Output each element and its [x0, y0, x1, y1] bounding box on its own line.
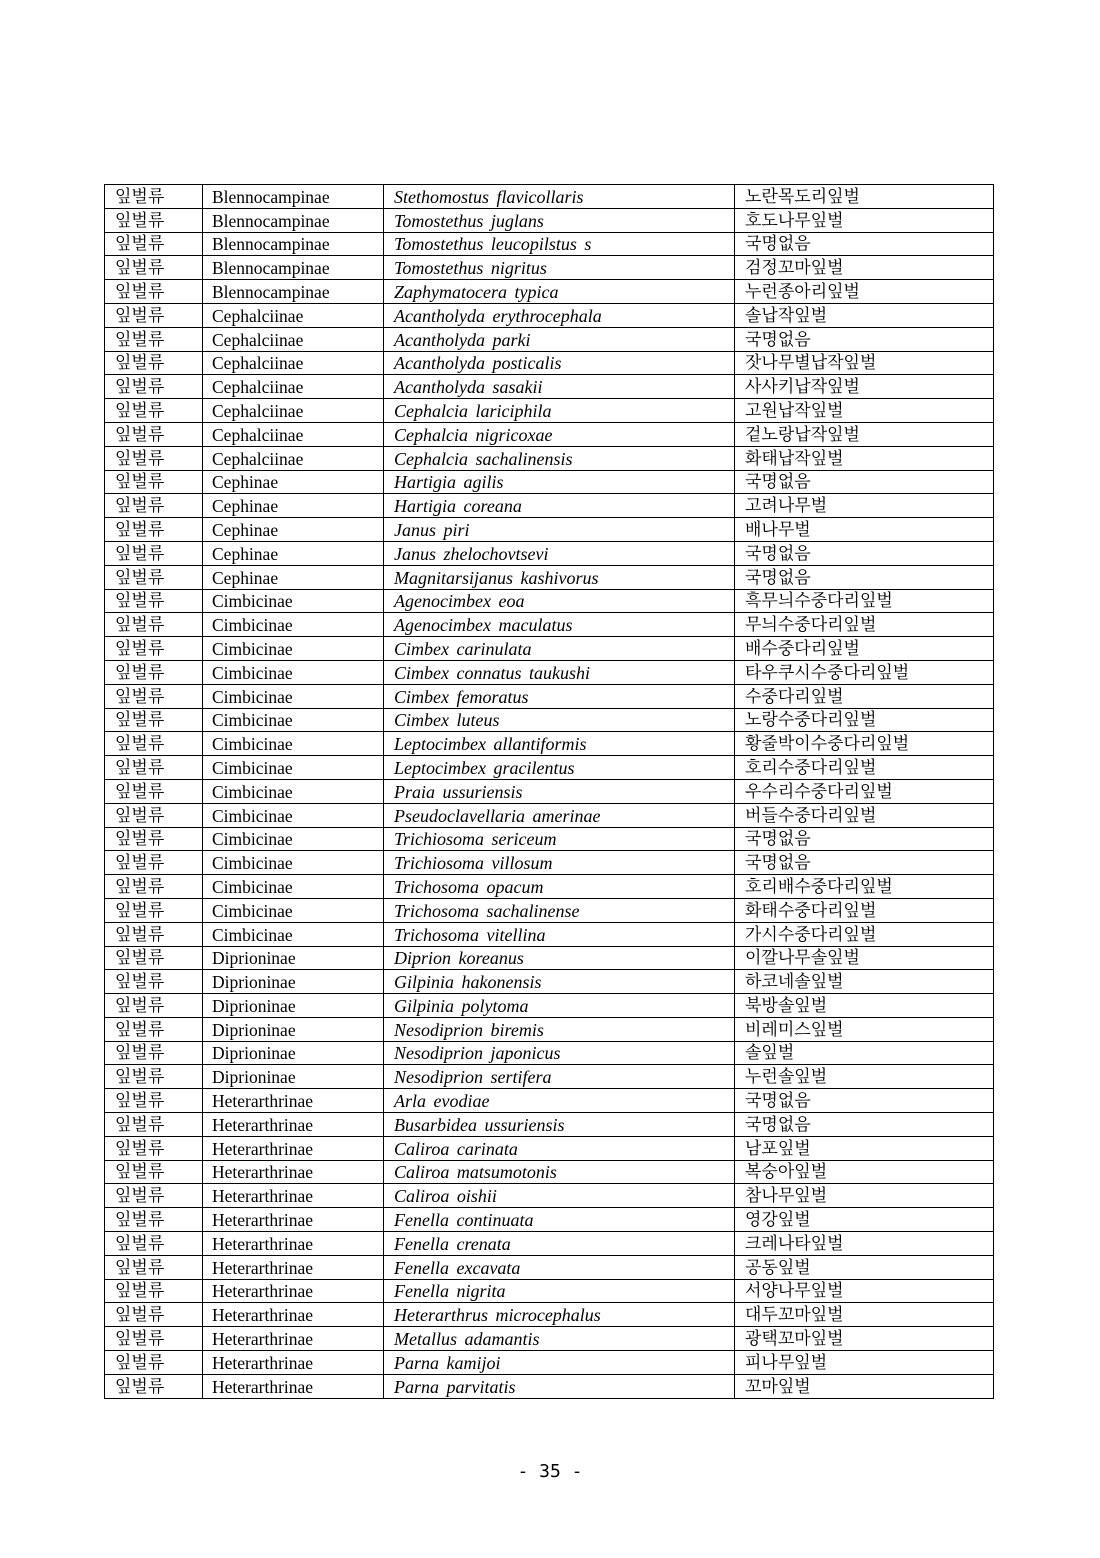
group-cell: 잎벌류	[105, 1327, 203, 1351]
table-row	[105, 303, 994, 327]
group-cell: 잎벌류	[105, 994, 203, 1018]
scientific-name-cell: Cimbex femoratus	[384, 684, 735, 708]
korean-name-cell: 공동잎벌	[735, 1255, 994, 1279]
group-cell: 잎벌류	[105, 280, 203, 304]
korean-name-cell: 대두꼬마잎벌	[735, 1303, 994, 1327]
group-cell: 잎벌류	[105, 613, 203, 637]
korean-name-cell: 누런솔잎벌	[735, 1065, 994, 1089]
subfamily-cell: Heterarthrinae	[203, 1184, 384, 1208]
subfamily-cell: Heterarthrinae	[203, 1232, 384, 1256]
scientific-name-cell: Trichiosoma sericeum	[384, 827, 735, 851]
table-row	[105, 779, 994, 803]
table-row	[105, 327, 994, 351]
scientific-name-cell: Cimbex carinulata	[384, 637, 735, 661]
group-cell: 잎벌류	[105, 1184, 203, 1208]
korean-name-cell: 화태수중다리잎벌	[735, 898, 994, 922]
group-cell: 잎벌류	[105, 541, 203, 565]
scientific-name-cell: Gilpinia polytoma	[384, 994, 735, 1018]
scientific-name-cell: Trichosoma vitellina	[384, 922, 735, 946]
table-row	[105, 756, 994, 780]
table-row	[105, 970, 994, 994]
species-table	[104, 184, 994, 1399]
korean-name-cell: 가시수중다리잎벌	[735, 922, 994, 946]
subfamily-cell: Cimbicinae	[203, 851, 384, 875]
subfamily-cell: Cephinae	[203, 494, 384, 518]
table-row	[105, 1089, 994, 1113]
subfamily-cell: Diprioninae	[203, 970, 384, 994]
korean-name-cell: 국명없음	[735, 232, 994, 256]
subfamily-cell: Blennocampinae	[203, 232, 384, 256]
table-row	[105, 1065, 994, 1089]
korean-name-cell: 겉노랑납작잎벌	[735, 422, 994, 446]
table-row	[105, 422, 994, 446]
korean-name-cell: 황줄박이수중다리잎벌	[735, 732, 994, 756]
group-cell: 잎벌류	[105, 303, 203, 327]
table-row	[105, 280, 994, 304]
korean-name-cell: 국명없음	[735, 827, 994, 851]
korean-name-cell: 검정꼬마잎벌	[735, 256, 994, 280]
korean-name-cell: 호리수중다리잎벌	[735, 756, 994, 780]
group-cell: 잎벌류	[105, 327, 203, 351]
scientific-name-cell: Metallus adamantis	[384, 1327, 735, 1351]
subfamily-cell: Cephalciinae	[203, 327, 384, 351]
table-row	[105, 1232, 994, 1256]
group-cell: 잎벌류	[105, 1160, 203, 1184]
table-row	[105, 1184, 994, 1208]
scientific-name-cell: Gilpinia hakonensis	[384, 970, 735, 994]
group-cell: 잎벌류	[105, 1089, 203, 1113]
table-row	[105, 1327, 994, 1351]
table-row	[105, 708, 994, 732]
scientific-name-cell: Cimbex connatus taukushi	[384, 660, 735, 684]
subfamily-cell: Cimbicinae	[203, 613, 384, 637]
korean-name-cell: 흑무늬수중다리잎벌	[735, 589, 994, 613]
subfamily-cell: Blennocampinae	[203, 256, 384, 280]
table-row	[105, 1113, 994, 1137]
scientific-name-cell: Zaphymatocera typica	[384, 280, 735, 304]
scientific-name-cell: Fenella crenata	[384, 1232, 735, 1256]
table-row	[105, 1136, 994, 1160]
group-cell: 잎벌류	[105, 351, 203, 375]
subfamily-cell: Cimbicinae	[203, 779, 384, 803]
korean-name-cell: 호도나무잎벌	[735, 208, 994, 232]
table-row	[105, 827, 994, 851]
scientific-name-cell: Cephalcia nigricoxae	[384, 422, 735, 446]
korean-name-cell: 광택꼬마잎벌	[735, 1327, 994, 1351]
table-row	[105, 684, 994, 708]
group-cell: 잎벌류	[105, 1279, 203, 1303]
group-cell: 잎벌류	[105, 1136, 203, 1160]
subfamily-cell: Cephalciinae	[203, 375, 384, 399]
subfamily-cell: Heterarthrinae	[203, 1089, 384, 1113]
scientific-name-cell: Parna kamijoi	[384, 1351, 735, 1375]
group-cell: 잎벌류	[105, 660, 203, 684]
scientific-name-cell: Stethomostus flavicollaris	[384, 185, 735, 209]
table-row	[105, 1303, 994, 1327]
subfamily-cell: Heterarthrinae	[203, 1208, 384, 1232]
subfamily-cell: Heterarthrinae	[203, 1351, 384, 1375]
table-row	[105, 589, 994, 613]
scientific-name-cell: Agenocimbex eoa	[384, 589, 735, 613]
korean-name-cell: 노랑수중다리잎벌	[735, 708, 994, 732]
group-cell: 잎벌류	[105, 732, 203, 756]
korean-name-cell: 국명없음	[735, 470, 994, 494]
korean-name-cell: 국명없음	[735, 1089, 994, 1113]
scientific-name-cell: Acantholyda posticalis	[384, 351, 735, 375]
group-cell: 잎벌류	[105, 827, 203, 851]
korean-name-cell: 꼬마잎벌	[735, 1374, 994, 1398]
subfamily-cell: Cephalciinae	[203, 399, 384, 423]
scientific-name-cell: Busarbidea ussuriensis	[384, 1113, 735, 1137]
subfamily-cell: Cephalciinae	[203, 446, 384, 470]
scientific-name-cell: Nesodiprion japonicus	[384, 1041, 735, 1065]
korean-name-cell: 잣나무별납작잎벌	[735, 351, 994, 375]
scientific-name-cell: Caliroa carinata	[384, 1136, 735, 1160]
subfamily-cell: Cimbicinae	[203, 660, 384, 684]
scientific-name-cell: Janus zhelochovtsevi	[384, 541, 735, 565]
scientific-name-cell: Cephalcia lariciphila	[384, 399, 735, 423]
group-cell: 잎벌류	[105, 208, 203, 232]
group-cell: 잎벌류	[105, 1303, 203, 1327]
subfamily-cell: Heterarthrinae	[203, 1374, 384, 1398]
scientific-name-cell: Magnitarsijanus kashivorus	[384, 565, 735, 589]
scientific-name-cell: Leptocimbex allantiformis	[384, 732, 735, 756]
korean-name-cell: 무늬수중다리잎벌	[735, 613, 994, 637]
scientific-name-cell: Heterarthrus microcephalus	[384, 1303, 735, 1327]
scientific-name-cell: Nesodiprion biremis	[384, 1017, 735, 1041]
scientific-name-cell: Hartigia coreana	[384, 494, 735, 518]
group-cell: 잎벌류	[105, 1232, 203, 1256]
korean-name-cell: 크레나타잎벌	[735, 1232, 994, 1256]
table-row	[105, 1374, 994, 1398]
subfamily-cell: Heterarthrinae	[203, 1255, 384, 1279]
subfamily-cell: Cephinae	[203, 518, 384, 542]
group-cell: 잎벌류	[105, 922, 203, 946]
subfamily-cell: Cimbicinae	[203, 803, 384, 827]
subfamily-cell: Diprioninae	[203, 1017, 384, 1041]
table-row	[105, 351, 994, 375]
scientific-name-cell: Caliroa oishii	[384, 1184, 735, 1208]
korean-name-cell: 우수리수중다리잎벌	[735, 779, 994, 803]
group-cell: 잎벌류	[105, 399, 203, 423]
group-cell: 잎벌류	[105, 875, 203, 899]
subfamily-cell: Diprioninae	[203, 994, 384, 1018]
table-row	[105, 1160, 994, 1184]
table-row	[105, 446, 994, 470]
subfamily-cell: Diprioninae	[203, 1041, 384, 1065]
subfamily-cell: Cephinae	[203, 541, 384, 565]
korean-name-cell: 노란목도리잎벌	[735, 185, 994, 209]
group-cell: 잎벌류	[105, 637, 203, 661]
table-row	[105, 613, 994, 637]
korean-name-cell: 배수중다리잎벌	[735, 637, 994, 661]
korean-name-cell: 수중다리잎벌	[735, 684, 994, 708]
table-row	[105, 470, 994, 494]
korean-name-cell: 고려나무벌	[735, 494, 994, 518]
scientific-name-cell: Acantholyda parki	[384, 327, 735, 351]
scientific-name-cell: Tomostethus nigritus	[384, 256, 735, 280]
scientific-name-cell: Fenella continuata	[384, 1208, 735, 1232]
subfamily-cell: Cephalciinae	[203, 303, 384, 327]
subfamily-cell: Heterarthrinae	[203, 1136, 384, 1160]
table-row	[105, 851, 994, 875]
group-cell: 잎벌류	[105, 565, 203, 589]
korean-name-cell: 피나무잎벌	[735, 1351, 994, 1375]
scientific-name-cell: Diprion koreanus	[384, 946, 735, 970]
scientific-name-cell: Pseudoclavellaria amerinae	[384, 803, 735, 827]
subfamily-cell: Heterarthrinae	[203, 1279, 384, 1303]
subfamily-cell: Cephinae	[203, 470, 384, 494]
subfamily-cell: Cimbicinae	[203, 589, 384, 613]
korean-name-cell: 남포잎벌	[735, 1136, 994, 1160]
scientific-name-cell: Fenella nigrita	[384, 1279, 735, 1303]
korean-name-cell: 누런종아리잎벌	[735, 280, 994, 304]
scientific-name-cell: Trichiosoma villosum	[384, 851, 735, 875]
korean-name-cell: 국명없음	[735, 541, 994, 565]
group-cell: 잎벌류	[105, 708, 203, 732]
group-cell: 잎벌류	[105, 1351, 203, 1375]
group-cell: 잎벌류	[105, 185, 203, 209]
scientific-name-cell: Agenocimbex maculatus	[384, 613, 735, 637]
korean-name-cell: 고원납작잎벌	[735, 399, 994, 423]
scientific-name-cell: Nesodiprion sertifera	[384, 1065, 735, 1089]
subfamily-cell: Blennocampinae	[203, 208, 384, 232]
scientific-name-cell: Fenella excavata	[384, 1255, 735, 1279]
subfamily-cell: Blennocampinae	[203, 280, 384, 304]
subfamily-cell: Cimbicinae	[203, 875, 384, 899]
group-cell: 잎벌류	[105, 779, 203, 803]
subfamily-cell: Cephinae	[203, 565, 384, 589]
scientific-name-cell: Cephalcia sachalinensis	[384, 446, 735, 470]
subfamily-cell: Cimbicinae	[203, 827, 384, 851]
korean-name-cell: 호리배수중다리잎벌	[735, 875, 994, 899]
table-row	[105, 803, 994, 827]
table-row	[105, 922, 994, 946]
scientific-name-cell: Trichosoma sachalinense	[384, 898, 735, 922]
table-row	[105, 898, 994, 922]
group-cell: 잎벌류	[105, 446, 203, 470]
subfamily-cell: Heterarthrinae	[203, 1113, 384, 1137]
korean-name-cell: 국명없음	[735, 327, 994, 351]
subfamily-cell: Cimbicinae	[203, 708, 384, 732]
korean-name-cell: 영강잎벌	[735, 1208, 994, 1232]
korean-name-cell: 버들수중다리잎벌	[735, 803, 994, 827]
subfamily-cell: Heterarthrinae	[203, 1160, 384, 1184]
subfamily-cell: Cimbicinae	[203, 684, 384, 708]
group-cell: 잎벌류	[105, 1041, 203, 1065]
group-cell: 잎벌류	[105, 1374, 203, 1398]
subfamily-cell: Diprioninae	[203, 946, 384, 970]
subfamily-cell: Diprioninae	[203, 1065, 384, 1089]
scientific-name-cell: Praia ussuriensis	[384, 779, 735, 803]
subfamily-cell: Blennocampinae	[203, 185, 384, 209]
scientific-name-cell: Trichosoma opacum	[384, 875, 735, 899]
group-cell: 잎벌류	[105, 970, 203, 994]
korean-name-cell: 타우쿠시수중다리잎벌	[735, 660, 994, 684]
group-cell: 잎벌류	[105, 1208, 203, 1232]
scientific-name-cell: Tomostethus juglans	[384, 208, 735, 232]
table-row	[105, 232, 994, 256]
table-row	[105, 946, 994, 970]
table-row	[105, 541, 994, 565]
korean-name-cell: 국명없음	[735, 1113, 994, 1137]
group-cell: 잎벌류	[105, 898, 203, 922]
table-row	[105, 732, 994, 756]
korean-name-cell: 솔납작잎벌	[735, 303, 994, 327]
scientific-name-cell: Arla evodiae	[384, 1089, 735, 1113]
group-cell: 잎벌류	[105, 946, 203, 970]
table-row	[105, 208, 994, 232]
subfamily-cell: Heterarthrinae	[203, 1303, 384, 1327]
korean-name-cell: 이깔나무솔잎벌	[735, 946, 994, 970]
scientific-name-cell: Parna parvitatis	[384, 1374, 735, 1398]
table-row	[105, 875, 994, 899]
group-cell: 잎벌류	[105, 851, 203, 875]
table-row	[105, 185, 994, 209]
scientific-name-cell: Leptocimbex gracilentus	[384, 756, 735, 780]
table-row	[105, 1255, 994, 1279]
group-cell: 잎벌류	[105, 256, 203, 280]
korean-name-cell: 비레미스잎벌	[735, 1017, 994, 1041]
subfamily-cell: Cephalciinae	[203, 351, 384, 375]
table-row	[105, 637, 994, 661]
scientific-name-cell: Hartigia agilis	[384, 470, 735, 494]
subfamily-cell: Cimbicinae	[203, 756, 384, 780]
group-cell: 잎벌류	[105, 1255, 203, 1279]
korean-name-cell: 하코네솔잎벌	[735, 970, 994, 994]
korean-name-cell: 사사키납작잎벌	[735, 375, 994, 399]
table-row	[105, 1041, 994, 1065]
group-cell: 잎벌류	[105, 1017, 203, 1041]
group-cell: 잎벌류	[105, 803, 203, 827]
page-number: - 35 -	[517, 1461, 583, 1482]
group-cell: 잎벌류	[105, 684, 203, 708]
korean-name-cell: 복숭아잎벌	[735, 1160, 994, 1184]
korean-name-cell: 서양나무잎벌	[735, 1279, 994, 1303]
table-row	[105, 1279, 994, 1303]
korean-name-cell: 솔잎벌	[735, 1041, 994, 1065]
group-cell: 잎벌류	[105, 422, 203, 446]
table-row	[105, 660, 994, 684]
group-cell: 잎벌류	[105, 589, 203, 613]
korean-name-cell: 국명없음	[735, 565, 994, 589]
subfamily-cell: Cephalciinae	[203, 422, 384, 446]
group-cell: 잎벌류	[105, 518, 203, 542]
table-row	[105, 256, 994, 280]
table-row	[105, 518, 994, 542]
group-cell: 잎벌류	[105, 375, 203, 399]
table-row	[105, 565, 994, 589]
scientific-name-cell: Janus piri	[384, 518, 735, 542]
korean-name-cell: 북방솔잎벌	[735, 994, 994, 1018]
subfamily-cell: Cimbicinae	[203, 732, 384, 756]
table-row	[105, 1208, 994, 1232]
table-row	[105, 1351, 994, 1375]
scientific-name-cell: Acantholyda erythrocephala	[384, 303, 735, 327]
korean-name-cell: 배나무벌	[735, 518, 994, 542]
group-cell: 잎벌류	[105, 232, 203, 256]
group-cell: 잎벌류	[105, 1113, 203, 1137]
table-row	[105, 1017, 994, 1041]
group-cell: 잎벌류	[105, 470, 203, 494]
table-body	[105, 185, 994, 1399]
subfamily-cell: Heterarthrinae	[203, 1327, 384, 1351]
scientific-name-cell: Cimbex luteus	[384, 708, 735, 732]
scientific-name-cell: Acantholyda sasakii	[384, 375, 735, 399]
scientific-name-cell: Tomostethus leucopilstus s	[384, 232, 735, 256]
group-cell: 잎벌류	[105, 756, 203, 780]
table-row	[105, 399, 994, 423]
table-row	[105, 494, 994, 518]
scientific-name-cell: Caliroa matsumotonis	[384, 1160, 735, 1184]
table-row	[105, 375, 994, 399]
subfamily-cell: Cimbicinae	[203, 637, 384, 661]
subfamily-cell: Cimbicinae	[203, 898, 384, 922]
group-cell: 잎벌류	[105, 1065, 203, 1089]
korean-name-cell: 국명없음	[735, 851, 994, 875]
subfamily-cell: Cimbicinae	[203, 922, 384, 946]
korean-name-cell: 화태납작잎벌	[735, 446, 994, 470]
group-cell: 잎벌류	[105, 494, 203, 518]
korean-name-cell: 참나무잎벌	[735, 1184, 994, 1208]
table-row	[105, 994, 994, 1018]
